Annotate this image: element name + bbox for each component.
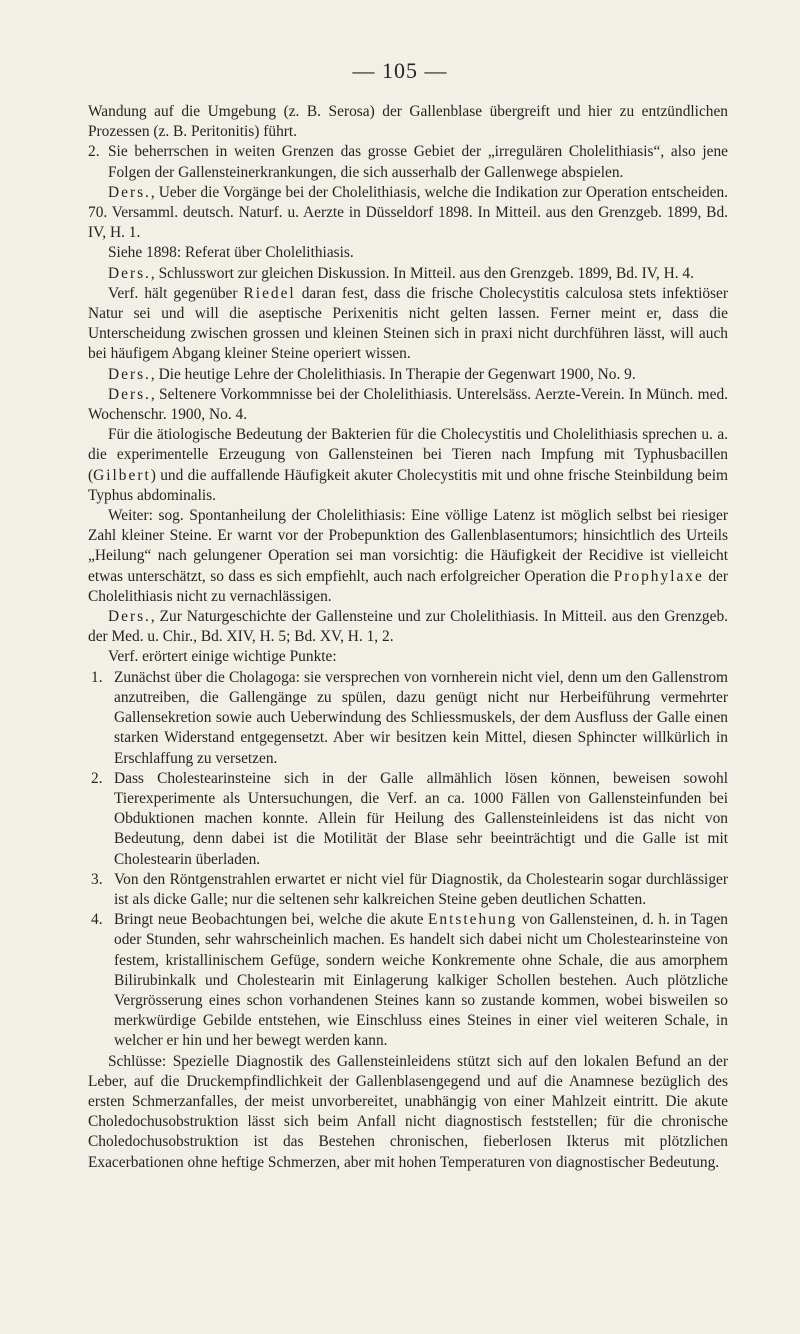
reference-text: , Schlusswort zur gleichen Diskussion. In Mitteil. aus den Grenzgeb. 1899, Bd. IV, H. 4. — [150, 264, 694, 282]
list-text: Dass Cholestearinsteine sich in der Galle allmählich lösen können, beweisen sowohl Tierexperimente als Untersuchungen, die Verf. an ca. 1000 Fällen von Gallensteinfunden bei Obduktionen machen konnte. Allein für Heilung des Gallensteinleidens ist das nicht von Bedeutung, denn dabei ist die Motilität der Blase sehr beeinträchtigt und die Galle ist mit Cholestearin überladen. — [114, 769, 728, 868]
list-text: Zunächst über die Cholagoga: sie versprechen von vornherein nicht viel, denn um den Gallenstrom anzutreiben, die Gallengänge zu spülen, dazu genügt nicht nur Herbeiführung vermehrter Gallensekretion sowie auch Ueberwindung des Schliessmuskels, der dem Ausfluss der Galle einen starken Widerstand entgegensetzt. Aber wir besitzen kein Mittel, diesen Sphincter willkürlich in Erschlaffung zu versetzen. — [114, 668, 728, 767]
text-run: Weiter: sog. Spontanheilung der Cholelithiasis: Eine völlige Latenz ist möglich selbst bei riesiger Zahl kleiner Steine. Er warnt vor der Probepunktion des Gallenblasentumors; hinsichtlich des Urteils „Heilung“ nach gelungener Operation sei man vorsichtig: die Häufigkeit der Recidive ist vielleicht etwas unterschätzt, so dass es sich empfiehlt, auch nach erfolgreicher Operation die — [88, 507, 728, 585]
list-text: Von den Röntgenstrahlen erwartet er nicht viel für Diagnostik, da Cholestearin sogar durchlässiger ist als dicke Galle; nur die seltenen sehr kalkreichen Steine geben deutlichen Schatten. — [114, 870, 728, 908]
list-item — [88, 910, 728, 1051]
author: Ders. — [108, 264, 151, 282]
text-run: Bringt neue Beobachtungen bei, welche die akute — [114, 911, 428, 929]
reference-paragraph — [88, 264, 728, 284]
author: Ders. — [108, 608, 151, 626]
page-number: — 105 — — [352, 58, 448, 83]
list-item — [88, 142, 728, 182]
author: Ders. — [108, 385, 151, 403]
paragraph — [88, 284, 728, 365]
author: Ders. — [108, 365, 151, 383]
emphasis: Entstehung — [428, 911, 518, 929]
reference-paragraph — [88, 607, 728, 647]
reference-paragraph — [88, 183, 728, 244]
list-text — [114, 911, 728, 1049]
paragraph: Siehe 1898: Referat über Cholelithiasis. — [108, 244, 354, 262]
paragraph: Schlüsse: Spezielle Diagnostik des Gallensteinleidens stützt sich auf den lokalen Befund an der Leber, auf die Druckempfindlichkeit der Gallenblasengegend und auf die Anamnese bezüglich des ersten Schmerzanfalles, der meist unvorbereitet, unabhängig von einer Mahlzeit eintritt. Die akute Choledochusobstruktion lässt sich beim Anfall nicht diagnostisch feststellen; für die chronische Choledochusobstruktion ist das Bestehen chronischen, fieberlosen Ikterus mit plötzlichen Exacerbationen ohne heftige Schmerzen, aber mit hohen Temperaturen von diagnostischer Bedeutung. — [88, 1052, 728, 1171]
person-name: Gilbert — [93, 466, 151, 484]
emphasis: Prophylaxe — [613, 567, 704, 585]
text-run: Für die ätiologische Bedeutung der Bakterien für die Cholecystitis und Cholelithiasis sprechen u. a. die experimentelle Erzeugung von Gallensteinen bei Tieren nach Impfung mit Typhusbacillen ( — [88, 426, 728, 484]
body-text — [88, 102, 728, 1173]
author: Ders. — [108, 183, 151, 201]
paragraph — [88, 506, 728, 607]
text-run: der Cholelithiasis nicht zu vernachlässigen. — [88, 567, 728, 605]
list-item — [88, 769, 728, 870]
list-number: 2. — [88, 143, 100, 161]
text-run: daran fest, dass die frische Cholecystitis calculosa stets infektiöser Natur sei und will die aseptische Perixenitis nicht gelten lassen. Ferner meint er, dass die Unterscheidung zwischen grossen und kleinen Steinen sich in praxi nicht durchführen lässt, will auch bei häufigem Abgang kleiner Steine operiert wissen. — [88, 284, 728, 363]
reference-text: , Seltenere Vorkommnisse bei der Cholelithiasis. Unterelsäss. Aerzte-Verein. In Münch. med. Wochenschr. 1900, No. 4. — [88, 385, 728, 424]
reference-text: , Die heutige Lehre der Cholelithiasis. In Therapie der Gegenwart 1900, No. 9. — [150, 365, 636, 383]
list-number: 1. — [91, 668, 103, 686]
reference-paragraph — [88, 385, 728, 425]
paragraph: Wandung auf die Umgebung (z. B. Serosa) der Gallenblase übergreift und hier zu entzündlichen Prozessen (z. B. Peritonitis) führt. — [88, 103, 728, 141]
list-number: 3. — [91, 870, 103, 888]
list-item — [88, 870, 728, 910]
text-run: von Gallensteinen, d. h. in Tagen oder Stunden, sehr wahrscheinlich machen. Es handelt sich dabei nicht um Cholestearinsteine von festem, kristallinischem Gefüge, sondern weiche Konkremente ohne Schale, die aus amorphem Bilirubinkalk und Cholestearin mit Einlagerung kalkiger Schollen bestehen. Auch plötzliche Vergrösserung eines schon vorhandenen Steines kann so zustande kommen, wobei bisweilen so merkwürdige Gebilde entstehen, wie Einschluss eines Steines in einer viel weiteren Schale, in welcher er hin und her bewegt werden kann. — [114, 911, 728, 1050]
person-name: Riedel — [243, 284, 296, 302]
reference-text: , Zur Naturgeschichte der Gallensteine und zur Cholelithiasis. In Mitteil. aus den Grenzgeb. der Med. u. Chir., Bd. XIV, H. 5; Bd. XV, H. 1, 2. — [88, 608, 728, 646]
list-item — [88, 668, 728, 769]
reference-text: , Ueber die Vorgänge bei der Cholelithiasis, welche die Indikation zur Operation entscheiden. 70. Versamml. deutsch. Naturf. u. Aerzte in Düsseldorf 1898. In Mitteil. aus den Grenzgeb. 1899, Bd. IV, H. 1. — [88, 183, 728, 242]
text-run: ) und die auffallende Häufigkeit akuter Cholecystitis mit und ohne frische Steinbildung beim Typhus abdominalis. — [88, 466, 728, 504]
text-run: Verf. hält gegenüber — [108, 284, 244, 302]
list-number: 2. — [91, 769, 103, 787]
paragraph — [88, 425, 728, 506]
reference-paragraph — [88, 365, 728, 385]
paragraph: Verf. erörtert einige wichtige Punkte: — [108, 648, 337, 666]
list-text: Sie beherrschen in weiten Grenzen das grosse Gebiet der „irregulären Cholelithiasis“, also jene Folgen der Gallensteinerkrankungen, die sich ausserhalb der Gallenwege abspielen. — [108, 143, 728, 181]
list-number: 4. — [91, 911, 103, 929]
